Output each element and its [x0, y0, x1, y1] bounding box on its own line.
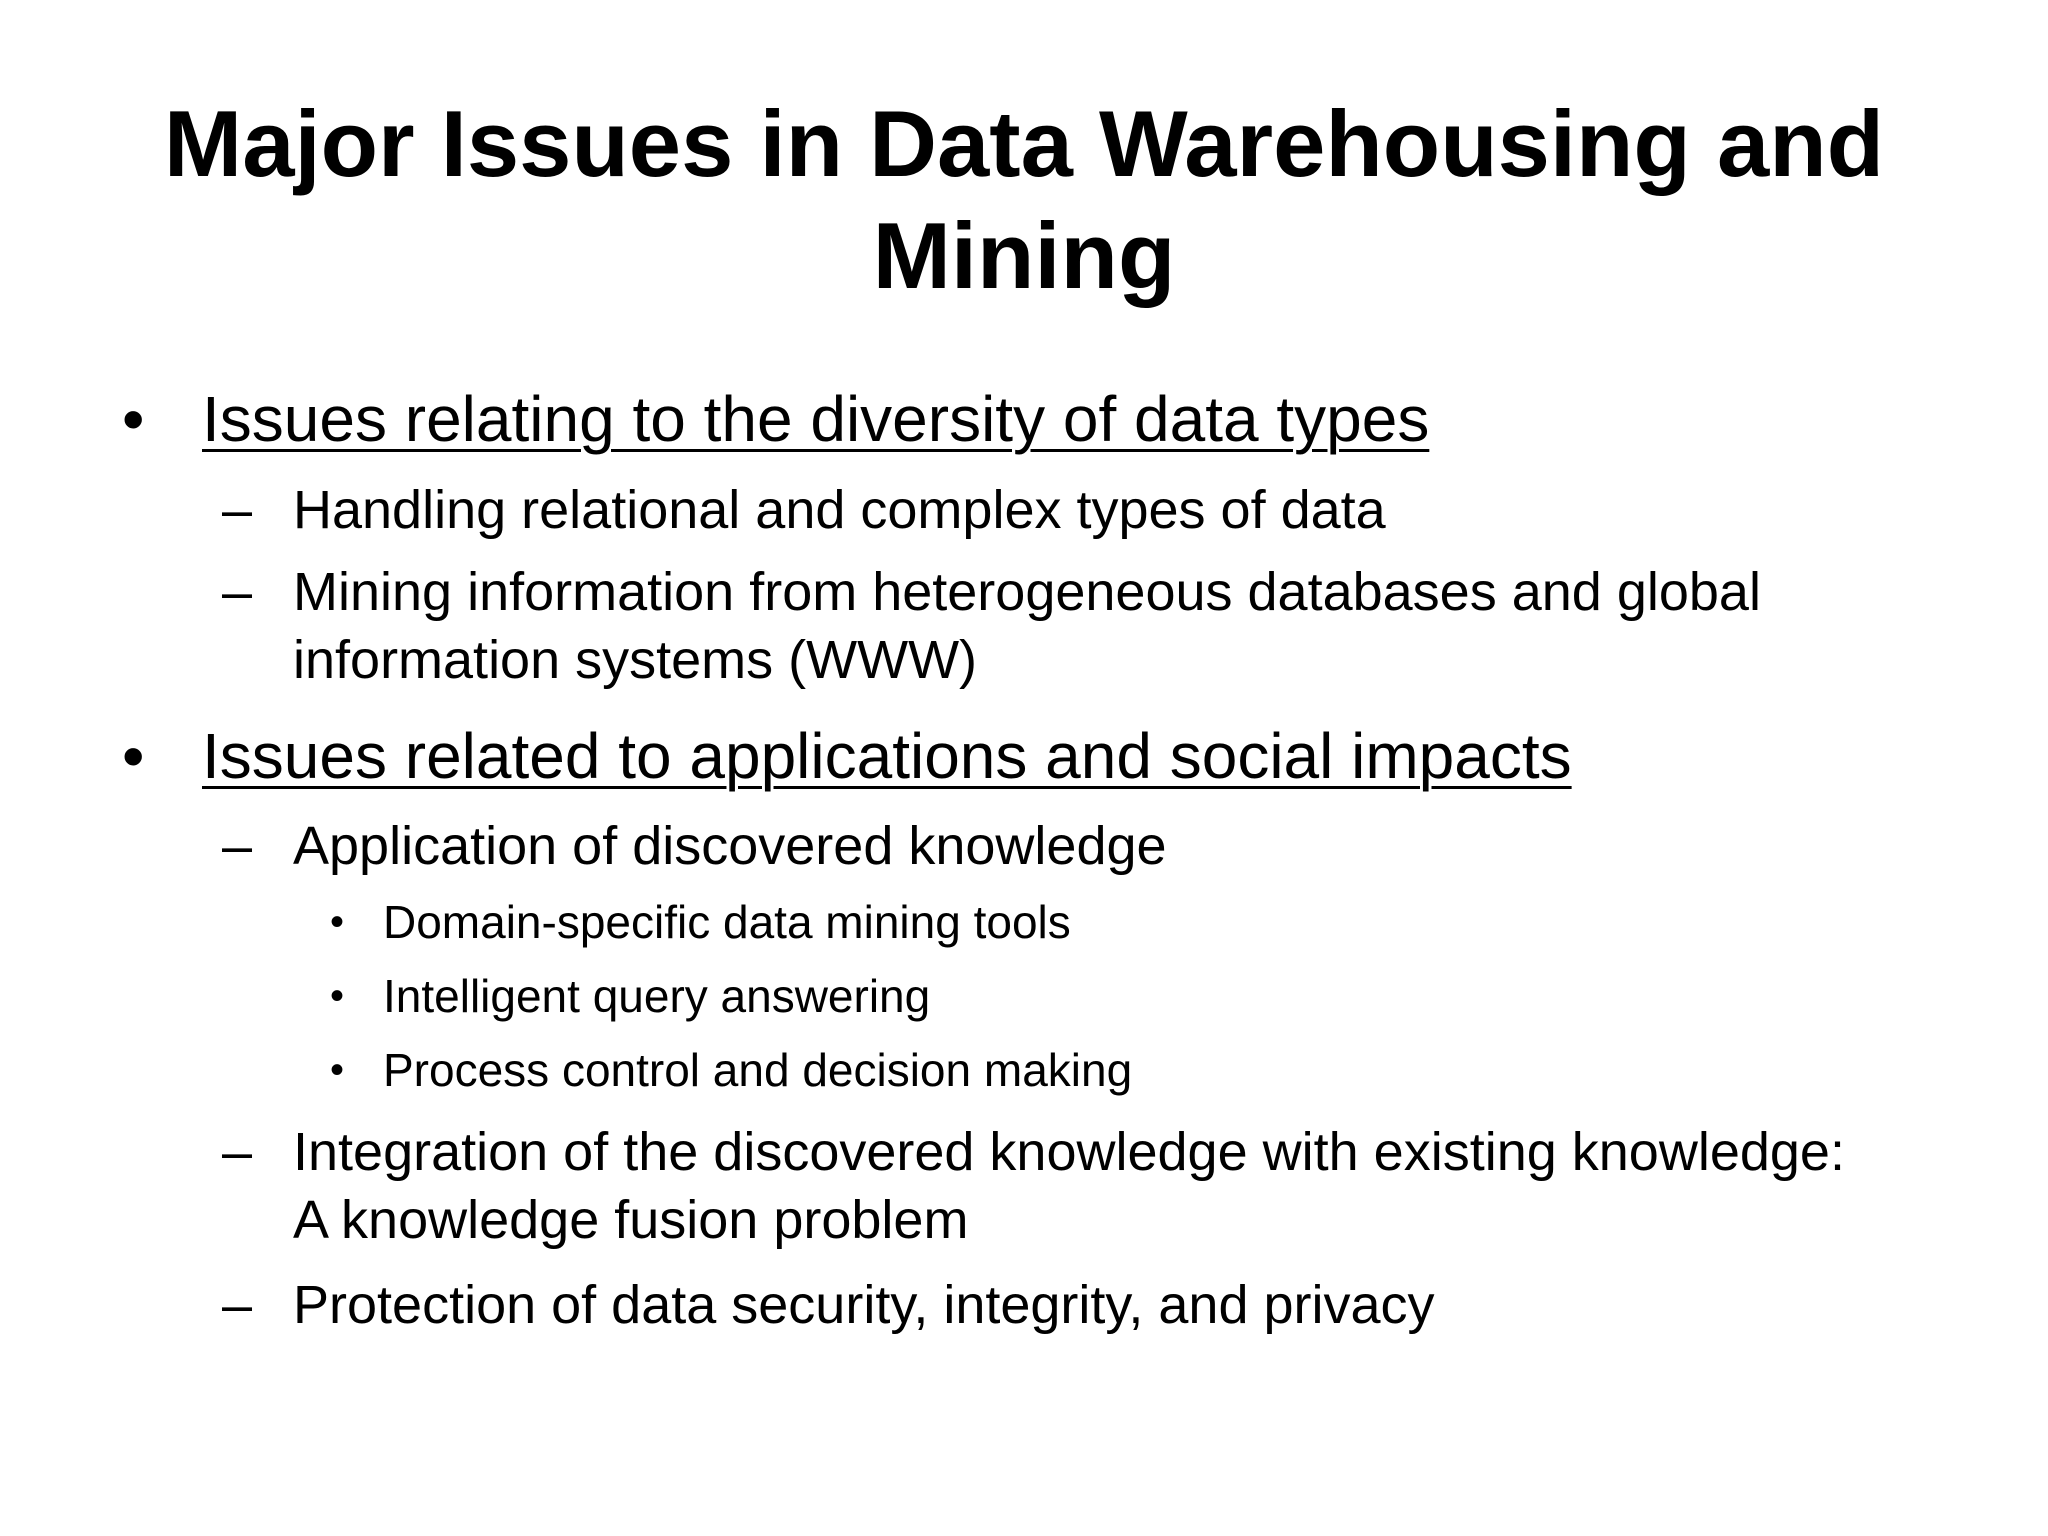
list-item-text: Handling relational and complex types of data: [293, 480, 1386, 540]
bullet-icon: •: [122, 383, 145, 455]
dash-icon: –: [222, 816, 253, 876]
list-item-text-line-1: Integration of the discovered knowledge with existing knowledge:: [293, 1122, 1845, 1182]
list-item-text-line-1: Mining information from heterogeneous databases and global: [293, 562, 1761, 622]
list-item-text: Protection of data security, integrity, and privacy: [293, 1275, 1435, 1335]
slide-title-line-1: Major Issues in Data Warehousing and: [163, 91, 1885, 196]
sub-item-text: Domain-specific data mining tools: [383, 896, 1071, 948]
bullet-icon: •: [330, 1048, 345, 1092]
list-item-text: [293, 558, 1993, 694]
dash-icon: –: [222, 562, 253, 622]
bullet-icon: •: [330, 974, 345, 1018]
dash-icon: –: [222, 1122, 253, 1182]
dash-icon: –: [222, 1275, 253, 1335]
slide-title-line-2: Mining: [872, 203, 1176, 308]
section-heading-text: Issues related to applications and social impacts: [202, 720, 1572, 792]
section-heading-text: Issues relating to the diversity of data types: [202, 383, 1430, 455]
slide-title: [100, 88, 1948, 312]
list-item-text-line-2: A knowledge fusion problem: [293, 1190, 969, 1250]
dash-icon: –: [222, 480, 253, 540]
sub-item-text: Process control and decision making: [383, 1044, 1133, 1096]
sub-item-text: Intelligent query answering: [383, 970, 931, 1022]
list-item-text-line-2: information systems (WWW): [293, 630, 978, 690]
list-item-text: Application of discovered knowledge: [293, 816, 1167, 876]
bullet-icon: •: [122, 720, 145, 792]
bullet-icon: •: [330, 900, 345, 944]
list-item-text: [293, 1118, 1993, 1254]
